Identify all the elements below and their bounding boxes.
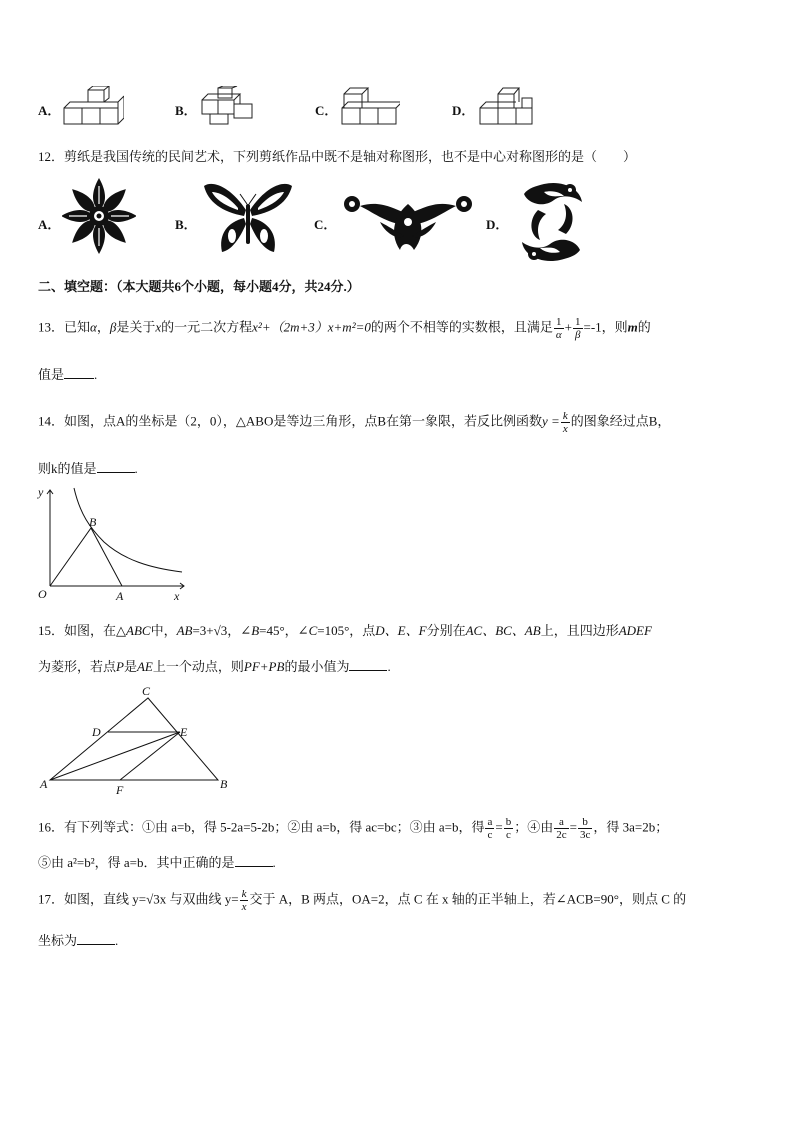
- q15-text: 15．如图，在△: [38, 623, 126, 638]
- q16-f3-num: a: [554, 816, 568, 829]
- q13-frac1-num: 1: [554, 316, 564, 329]
- q17-frac-den: x: [241, 901, 247, 913]
- q13-text: 13．已知: [38, 319, 91, 335]
- q13-plus: +: [564, 319, 572, 335]
- q13-m: m: [627, 319, 638, 335]
- q15-c: C: [308, 623, 318, 638]
- q16-line2-end: .: [272, 855, 276, 870]
- q15-label-a: A: [40, 777, 48, 791]
- q15-p: P: [116, 659, 124, 674]
- q15-segment-ef: [120, 732, 180, 780]
- q14-line2: [38, 458, 138, 477]
- q14-label-y: y: [38, 485, 44, 499]
- q14-frac-num: k: [562, 410, 568, 422]
- q15-text-2: 中，: [150, 623, 177, 638]
- q13-text-3: 的一元二次方程: [161, 319, 253, 335]
- q12-option-b-butterfly: [200, 180, 296, 258]
- q17-text: 17．如图，直线 y=: [38, 891, 147, 907]
- q16-f1-num: a: [487, 816, 493, 828]
- q14-frac-den: x: [562, 423, 568, 435]
- q15-adef: ADEF: [618, 623, 652, 638]
- q15-line2-end: .: [387, 659, 391, 674]
- q14-line1: [38, 410, 670, 435]
- q15-text-6: =105°，点: [317, 623, 376, 638]
- q14-label-x: x: [174, 589, 180, 603]
- q14-figure: [34, 484, 194, 604]
- q17-text-2: x 与双曲线 y=: [159, 891, 239, 907]
- q16-f2-den: c: [506, 829, 511, 841]
- q12-option-d-papercut: [514, 180, 590, 264]
- q15-text-4: ，∠: [227, 623, 252, 638]
- q13-equation: x²+（2m+3）x+m²=0: [252, 319, 371, 335]
- q11-option-c-figure: [338, 86, 400, 128]
- q15-sqrt: √3: [213, 623, 228, 638]
- q12-option-c-label: C．: [314, 217, 337, 232]
- q13-answer-blank[interactable]: [64, 366, 94, 379]
- q12-option-a-label: A．: [38, 217, 61, 232]
- q14-y-eq: y =: [542, 413, 560, 429]
- q15-label-f: F: [116, 783, 124, 797]
- q15-text-3: =3+: [192, 623, 214, 638]
- q16-eq-1: =: [495, 819, 503, 835]
- q14-label-a: A: [116, 589, 124, 603]
- q17-line2-text: 坐标为: [38, 933, 78, 948]
- q15-label-d: D: [92, 725, 101, 739]
- q14-text-2: 的图象经过点B，: [570, 413, 671, 429]
- q11-option-d-figure: [476, 86, 538, 128]
- q11-option-c-label: C．: [315, 103, 338, 118]
- q13-frac2-den: β: [575, 329, 581, 341]
- q16-frac-4: [578, 816, 592, 841]
- q13-comma: ，: [96, 319, 110, 335]
- q15-abc: ABC: [126, 623, 151, 638]
- q16-text-3: ，得 3a=2b；: [593, 819, 669, 835]
- section-title: 二、填空题：（本大题共6个小题，每小题4分，共24分.）: [38, 279, 360, 294]
- q17-fraction: [240, 888, 249, 913]
- q15-sides: AC、BC、AB: [465, 623, 541, 638]
- q15-line2: [38, 656, 391, 675]
- q15-line2-text-3: 上一个动点，则: [152, 659, 244, 674]
- q15-line2-text: 为菱形，若点: [38, 659, 117, 674]
- q13-beta: β: [109, 319, 117, 335]
- q12-option-a-papercut: [62, 176, 136, 256]
- q14-fraction: [561, 410, 570, 435]
- q13-fraction-1: [554, 316, 564, 341]
- q12-option-d-label: D．: [486, 217, 509, 232]
- q14-label-b: B: [89, 515, 97, 529]
- q15-ae: AE: [136, 659, 153, 674]
- q14-text: 14．如图，点A的坐标是（2，0），△ABO是等边三角形，点B在第一象限，若反比例函数: [38, 413, 543, 429]
- q15-text-8: 上，且四边形: [540, 623, 619, 638]
- q15-label-e: E: [180, 725, 188, 739]
- q13-alpha: α: [90, 319, 97, 335]
- q17-line2: [38, 930, 118, 949]
- q14-line2-text: 则k的值是: [38, 461, 97, 476]
- q17-sqrt: √3: [146, 891, 160, 907]
- q13-line2: [38, 364, 97, 383]
- q15-triangle-abc: [50, 698, 218, 780]
- q17-line1: [38, 888, 686, 913]
- q12-option-c-papercut: [340, 186, 476, 256]
- q13-frac2-num: 1: [575, 316, 581, 328]
- q15-segment-ae: [50, 732, 180, 780]
- q14-answer-blank[interactable]: [97, 460, 135, 473]
- q11-option-b-figure: [198, 86, 260, 128]
- q17-answer-blank[interactable]: [77, 932, 115, 945]
- q13-text-2: 是关于: [116, 319, 156, 335]
- q16-f4-num: b: [578, 816, 592, 829]
- q14-line2-end: .: [134, 461, 138, 476]
- q14-label-o: O: [38, 587, 47, 601]
- q13-fraction-2: [573, 316, 583, 341]
- q16-f1-den: c: [487, 829, 493, 841]
- q15-ab: AB: [176, 623, 193, 638]
- q16-text-2: ；④由: [514, 819, 554, 835]
- q15-label-b: B: [220, 777, 228, 791]
- q15-pfpb: PF+PB: [243, 659, 285, 674]
- q16-f2-num: b: [505, 816, 512, 828]
- q16-text: 16．有下列等式：①由 a=b，得 5-2a=5-2b；②由 a=b，得 ac=bc；③由 a=b，得: [38, 819, 485, 835]
- q11-option-a-figure: [62, 86, 124, 128]
- q16-eq-2: =: [569, 819, 577, 835]
- q11-option-b-label: B．: [175, 103, 197, 118]
- q16-frac-3: [554, 816, 568, 841]
- q15-label-c: C: [142, 684, 151, 698]
- q16-frac-1: [485, 816, 494, 841]
- q12-option-b-label: B．: [175, 217, 197, 232]
- q14-triangle: [50, 528, 122, 586]
- q15-line1: [38, 620, 652, 639]
- q15-line2-text-4: 的最小值为: [284, 659, 350, 674]
- q15-line2-text-2: 是: [123, 659, 137, 674]
- q13-frac1-den: α: [555, 329, 562, 341]
- q13-line2-end: .: [94, 367, 98, 382]
- q16-f3-den: 2c: [556, 829, 567, 841]
- q16-line2-text: ⑤由 a²=b²，得 a=b．其中正确的是: [38, 855, 235, 870]
- q13-x: x: [155, 319, 162, 335]
- q16-f4-den: 3c: [579, 829, 591, 841]
- q15-text-5: =45°，∠: [259, 623, 309, 638]
- q15-b: B: [251, 623, 260, 638]
- q11-option-d-label: D．: [452, 103, 475, 118]
- q14-hyperbola: [74, 488, 182, 572]
- q17-text-3: 交于 A，B 两点，OA=2，点 C 在 x 轴的正半轴上，若∠ACB=90°，则点 C 的: [249, 891, 687, 907]
- q15-figure: [36, 684, 236, 798]
- q16-answer-blank[interactable]: [235, 854, 273, 867]
- q16-line1: [38, 816, 668, 841]
- q17-frac-num: k: [241, 888, 247, 900]
- q16-frac-2: [504, 816, 514, 841]
- q15-answer-blank[interactable]: [349, 658, 387, 671]
- q13-text-6: 的: [637, 319, 651, 335]
- q11-option-a-label: A．: [38, 103, 61, 118]
- q17-line2-end: .: [115, 933, 119, 948]
- q13-text-4: 的两个不相等的实数根，且满足: [370, 319, 553, 335]
- q15-text-7: 分别在: [426, 623, 466, 638]
- q13-text-5: =-1，则: [583, 319, 628, 335]
- q16-line2: [38, 852, 276, 871]
- q13-line1: [38, 316, 651, 341]
- q13-line2-text: 值是: [38, 367, 65, 382]
- q12-stem: 12．剪纸是我国传统的民间艺术，下列剪纸作品中既不是轴对称图形，也不是中心对称图形的是（ ）: [38, 149, 637, 164]
- q15-points: D、E、F: [375, 623, 427, 638]
